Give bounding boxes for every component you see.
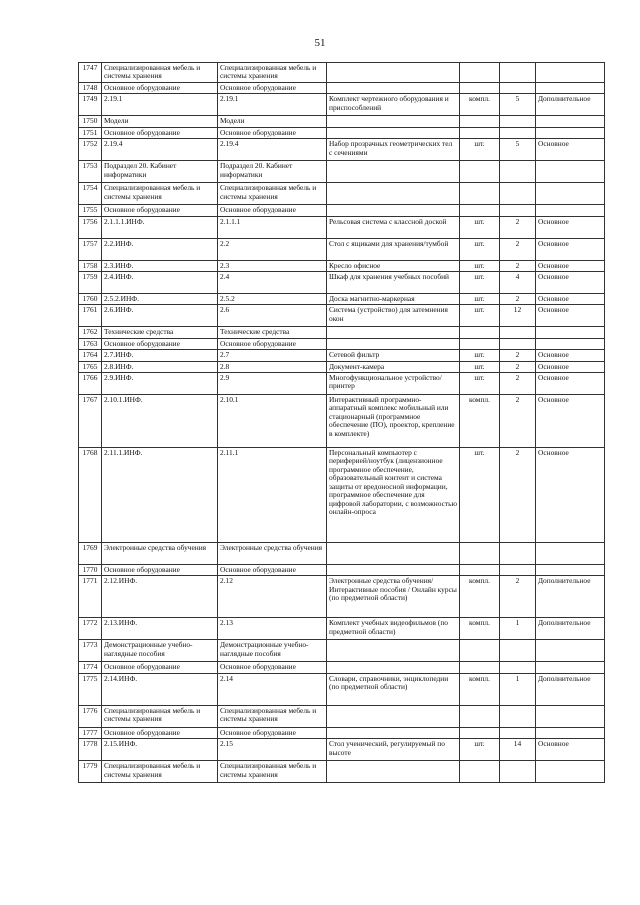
row-code: 2.1.1.1.ИНФ. (102, 216, 218, 238)
row-unit (460, 63, 500, 83)
table-row (79, 361, 605, 372)
row-type (536, 705, 605, 727)
row-type (536, 640, 605, 662)
row-name: 2.3 (218, 260, 327, 271)
row-type: Основное (536, 448, 605, 543)
row-name: 2.2 (218, 238, 327, 260)
row-quantity (500, 727, 536, 738)
row-type (536, 183, 605, 205)
row-code: Специализированная мебель и системы хранения (102, 63, 218, 83)
row-unit (460, 761, 500, 783)
table-row (79, 640, 605, 662)
table-row (79, 327, 605, 338)
table-row (79, 395, 605, 448)
row-type (536, 205, 605, 216)
row-unit (460, 83, 500, 94)
row-name: 2.14 (218, 673, 327, 705)
row-description (327, 327, 460, 338)
row-quantity: 2 (500, 294, 536, 305)
row-name: Модели (218, 116, 327, 127)
row-description: Документ-камера (327, 361, 460, 372)
row-description (327, 727, 460, 738)
row-unit: шт. (460, 350, 500, 361)
row-code: 2.15.ИНФ. (102, 739, 218, 761)
table-row (79, 305, 605, 327)
row-unit (460, 565, 500, 576)
row-code: 2.3.ИНФ. (102, 260, 218, 271)
row-type: Основное (536, 350, 605, 361)
row-code: 2.13.ИНФ. (102, 618, 218, 640)
table-row (79, 272, 605, 294)
table-row (79, 543, 605, 565)
row-quantity (500, 83, 536, 94)
row-number: 1776 (79, 705, 102, 727)
row-name: 2.9 (218, 373, 327, 395)
row-code: Специализированная мебель и системы хранения (102, 183, 218, 205)
row-number: 1779 (79, 761, 102, 783)
row-name: 2.19.4 (218, 139, 327, 161)
row-number: 1758 (79, 260, 102, 271)
table-row (79, 576, 605, 618)
row-number: 1756 (79, 216, 102, 238)
row-description (327, 205, 460, 216)
row-name: Основное оборудование (218, 565, 327, 576)
row-description (327, 543, 460, 565)
row-number: 1769 (79, 543, 102, 565)
row-description: Рельсовая система с классной доской (327, 216, 460, 238)
row-name: Специализированная мебель и системы хранения (218, 63, 327, 83)
row-quantity: 2 (500, 350, 536, 361)
row-unit: шт. (460, 216, 500, 238)
row-code: Специализированная мебель и системы хранения (102, 761, 218, 783)
row-number: 1775 (79, 673, 102, 705)
row-quantity: 2 (500, 448, 536, 543)
row-number: 1766 (79, 373, 102, 395)
row-quantity: 2 (500, 238, 536, 260)
row-name: 2.10.1 (218, 395, 327, 448)
row-number: 1765 (79, 361, 102, 372)
row-name: 2.11.1 (218, 448, 327, 543)
row-unit: шт. (460, 294, 500, 305)
table-row (79, 373, 605, 395)
row-unit: шт. (460, 139, 500, 161)
row-code: 2.8.ИНФ. (102, 361, 218, 372)
row-description (327, 183, 460, 205)
row-name: Технические средства (218, 327, 327, 338)
row-type: Основное (536, 361, 605, 372)
table-row (79, 139, 605, 161)
row-unit (460, 543, 500, 565)
table-row (79, 238, 605, 260)
row-type: Основное (536, 395, 605, 448)
row-unit: компл. (460, 94, 500, 116)
row-name: Специализированная мебель и системы хранения (218, 761, 327, 783)
table-row (79, 161, 605, 183)
row-code: 2.5.2.ИНФ. (102, 294, 218, 305)
row-description (327, 63, 460, 83)
row-name: Основное оборудование (218, 127, 327, 138)
row-number: 1754 (79, 183, 102, 205)
row-quantity (500, 327, 536, 338)
row-code: 2.10.1.ИНФ. (102, 395, 218, 448)
row-code: Основное оборудование (102, 83, 218, 94)
row-type (536, 116, 605, 127)
row-code: 2.11.1.ИНФ. (102, 448, 218, 543)
row-number: 1747 (79, 63, 102, 83)
row-number: 1751 (79, 127, 102, 138)
row-code: Основное оборудование (102, 338, 218, 349)
row-unit: шт. (460, 739, 500, 761)
row-description: Электронные средства обучения/Интерактивные пособия / Онлайн курсы (по предметной области) (327, 576, 460, 618)
row-description (327, 565, 460, 576)
row-name: 2.15 (218, 739, 327, 761)
row-type: Основное (536, 272, 605, 294)
row-name: Специализированная мебель и системы хранения (218, 705, 327, 727)
row-unit (460, 662, 500, 673)
row-number: 1760 (79, 294, 102, 305)
row-quantity (500, 565, 536, 576)
row-name: 2.5.2 (218, 294, 327, 305)
row-type: Основное (536, 294, 605, 305)
table-row (79, 127, 605, 138)
table-row (79, 63, 605, 83)
row-quantity: 1 (500, 673, 536, 705)
row-code: Электронные средства обучения (102, 543, 218, 565)
table-row (79, 83, 605, 94)
row-code: Специализированная мебель и системы хранения (102, 705, 218, 727)
row-description (327, 83, 460, 94)
table-row (79, 618, 605, 640)
row-description: Набор прозрачных геометрических тел с сечениями (327, 139, 460, 161)
row-code: 2.9.ИНФ. (102, 373, 218, 395)
row-description: Персональный компьютер с периферией/ноутбук (лицензионное программное обеспечение, образовательный контент и система защиты от вредоносной информации, программное обеспечение для цифровой лаборатории, с возможностью онлайн-опроса (327, 448, 460, 543)
table-row (79, 205, 605, 216)
row-unit (460, 116, 500, 127)
row-quantity (500, 338, 536, 349)
table-row (79, 565, 605, 576)
row-type (536, 338, 605, 349)
row-quantity: 14 (500, 739, 536, 761)
table-row (79, 294, 605, 305)
row-description: Система (устройство) для затемнения окон (327, 305, 460, 327)
row-type (536, 761, 605, 783)
row-name: Основное оборудование (218, 83, 327, 94)
row-name: Основное оборудование (218, 662, 327, 673)
row-number: 1764 (79, 350, 102, 361)
row-description: Комплект учебных видеофильмов (по предметной области) (327, 618, 460, 640)
row-description (327, 640, 460, 662)
row-quantity: 12 (500, 305, 536, 327)
page-number: 51 (314, 37, 326, 49)
row-quantity: 5 (500, 94, 536, 116)
row-unit: компл. (460, 395, 500, 448)
table-row (79, 739, 605, 761)
row-type (536, 327, 605, 338)
row-unit (460, 705, 500, 727)
row-type: Дополнительное (536, 673, 605, 705)
row-number: 1748 (79, 83, 102, 94)
row-quantity: 4 (500, 272, 536, 294)
row-number: 1757 (79, 238, 102, 260)
row-code: 2.14.ИНФ. (102, 673, 218, 705)
row-unit (460, 205, 500, 216)
row-unit: шт. (460, 448, 500, 543)
row-name: Специализированная мебель и системы хранения (218, 183, 327, 205)
row-code: 2.2.ИНФ. (102, 238, 218, 260)
row-name: 2.19.1 (218, 94, 327, 116)
row-number: 1767 (79, 395, 102, 448)
row-description (327, 127, 460, 138)
row-type: Дополнительное (536, 94, 605, 116)
row-code: Основное оборудование (102, 127, 218, 138)
row-number: 1774 (79, 662, 102, 673)
row-code: Основное оборудование (102, 727, 218, 738)
row-unit: компл. (460, 618, 500, 640)
row-type: Основное (536, 305, 605, 327)
row-description: Стол с ящиками для хранения/тумбой (327, 238, 460, 260)
row-name: 2.12 (218, 576, 327, 618)
table-row (79, 94, 605, 116)
row-code: Основное оборудование (102, 565, 218, 576)
row-code: Технические средства (102, 327, 218, 338)
row-name: Подраздел 20. Кабинет информатики (218, 161, 327, 183)
row-quantity (500, 161, 536, 183)
row-name: 2.13 (218, 618, 327, 640)
row-type (536, 127, 605, 138)
row-type (536, 161, 605, 183)
row-quantity (500, 127, 536, 138)
row-quantity (500, 116, 536, 127)
row-quantity (500, 640, 536, 662)
row-code: 2.12.ИНФ. (102, 576, 218, 618)
row-quantity: 2 (500, 395, 536, 448)
row-description: Интерактивный программно-аппаратный комплекс мобильный или стационарный (программное обеспечение (ПО), проектор, крепление в комплекте) (327, 395, 460, 448)
row-name: 2.8 (218, 361, 327, 372)
row-type: Дополнительное (536, 576, 605, 618)
row-quantity: 2 (500, 361, 536, 372)
row-description: Сетевой фильтр (327, 350, 460, 361)
row-unit: компл. (460, 673, 500, 705)
row-unit (460, 327, 500, 338)
table-row (79, 216, 605, 238)
row-unit (460, 338, 500, 349)
row-quantity (500, 761, 536, 783)
row-code: 2.6.ИНФ. (102, 305, 218, 327)
table-row (79, 705, 605, 727)
row-number: 1750 (79, 116, 102, 127)
row-type: Основное (536, 238, 605, 260)
row-type: Основное (536, 260, 605, 271)
row-quantity: 2 (500, 576, 536, 618)
row-type (536, 543, 605, 565)
row-type (536, 83, 605, 94)
row-name: Демонстрационные учебно-наглядные пособия (218, 640, 327, 662)
row-name: 2.4 (218, 272, 327, 294)
row-description (327, 116, 460, 127)
row-code: Модели (102, 116, 218, 127)
row-quantity (500, 205, 536, 216)
row-description: Шкаф для хранения учебных пособий (327, 272, 460, 294)
table-row (79, 662, 605, 673)
row-number: 1772 (79, 618, 102, 640)
row-code: 2.19.1 (102, 94, 218, 116)
row-unit (460, 640, 500, 662)
row-unit: шт. (460, 260, 500, 271)
row-unit: шт. (460, 305, 500, 327)
row-name: Основное оборудование (218, 727, 327, 738)
row-number: 1778 (79, 739, 102, 761)
table-row (79, 448, 605, 543)
row-quantity: 2 (500, 216, 536, 238)
row-unit: компл. (460, 576, 500, 618)
row-number: 1752 (79, 139, 102, 161)
equipment-table (78, 62, 605, 783)
row-number: 1761 (79, 305, 102, 327)
row-type: Основное (536, 739, 605, 761)
row-code: Подраздел 20. Кабинет информатики (102, 161, 218, 183)
table-row (79, 116, 605, 127)
row-code: 2.7.ИНФ. (102, 350, 218, 361)
row-quantity (500, 662, 536, 673)
row-number: 1749 (79, 94, 102, 116)
row-description (327, 338, 460, 349)
row-unit (460, 127, 500, 138)
row-unit (460, 727, 500, 738)
table-row (79, 183, 605, 205)
row-quantity (500, 63, 536, 83)
row-unit (460, 183, 500, 205)
row-quantity: 2 (500, 260, 536, 271)
row-name: Основное оборудование (218, 338, 327, 349)
row-name: 2.7 (218, 350, 327, 361)
table-row (79, 761, 605, 783)
row-number: 1771 (79, 576, 102, 618)
row-quantity (500, 543, 536, 565)
table-row (79, 673, 605, 705)
row-type (536, 63, 605, 83)
row-type: Основное (536, 139, 605, 161)
row-type: Основное (536, 216, 605, 238)
row-number: 1773 (79, 640, 102, 662)
row-code: Основное оборудование (102, 662, 218, 673)
row-description: Словари, справочники, энциклопедии (по предметной области) (327, 673, 460, 705)
row-code: 2.19.4 (102, 139, 218, 161)
row-number: 1762 (79, 327, 102, 338)
row-unit: шт. (460, 272, 500, 294)
row-quantity: 2 (500, 373, 536, 395)
row-code: Демонстрационные учебно-наглядные пособия (102, 640, 218, 662)
row-number: 1759 (79, 272, 102, 294)
row-number: 1777 (79, 727, 102, 738)
row-name: 2.6 (218, 305, 327, 327)
row-type (536, 662, 605, 673)
table-row (79, 350, 605, 361)
row-description: Многофункциональное устройство/принтер (327, 373, 460, 395)
row-description: Стол ученический, регулируемый по высоте (327, 739, 460, 761)
row-name: 2.1.1.1 (218, 216, 327, 238)
row-number: 1755 (79, 205, 102, 216)
row-number: 1753 (79, 161, 102, 183)
row-description (327, 705, 460, 727)
row-number: 1770 (79, 565, 102, 576)
row-quantity: 5 (500, 139, 536, 161)
row-description (327, 161, 460, 183)
row-quantity (500, 705, 536, 727)
row-description: Кресло офисное (327, 260, 460, 271)
table-row (79, 338, 605, 349)
row-description: Доска магнитно-маркерная (327, 294, 460, 305)
table-row (79, 727, 605, 738)
row-number: 1768 (79, 448, 102, 543)
row-quantity: 1 (500, 618, 536, 640)
row-type (536, 727, 605, 738)
row-type: Основное (536, 373, 605, 395)
row-name: Основное оборудование (218, 205, 327, 216)
row-description: Комплект чертежного оборудования и приспособлений (327, 94, 460, 116)
row-unit: шт. (460, 373, 500, 395)
row-unit: шт. (460, 238, 500, 260)
row-unit: шт. (460, 361, 500, 372)
row-name: Электронные средства обучения (218, 543, 327, 565)
row-type (536, 565, 605, 576)
row-unit (460, 161, 500, 183)
row-description (327, 761, 460, 783)
row-code: 2.4.ИНФ. (102, 272, 218, 294)
row-type: Дополнительное (536, 618, 605, 640)
table-row (79, 260, 605, 271)
row-description (327, 662, 460, 673)
row-code: Основное оборудование (102, 205, 218, 216)
row-quantity (500, 183, 536, 205)
row-number: 1763 (79, 338, 102, 349)
